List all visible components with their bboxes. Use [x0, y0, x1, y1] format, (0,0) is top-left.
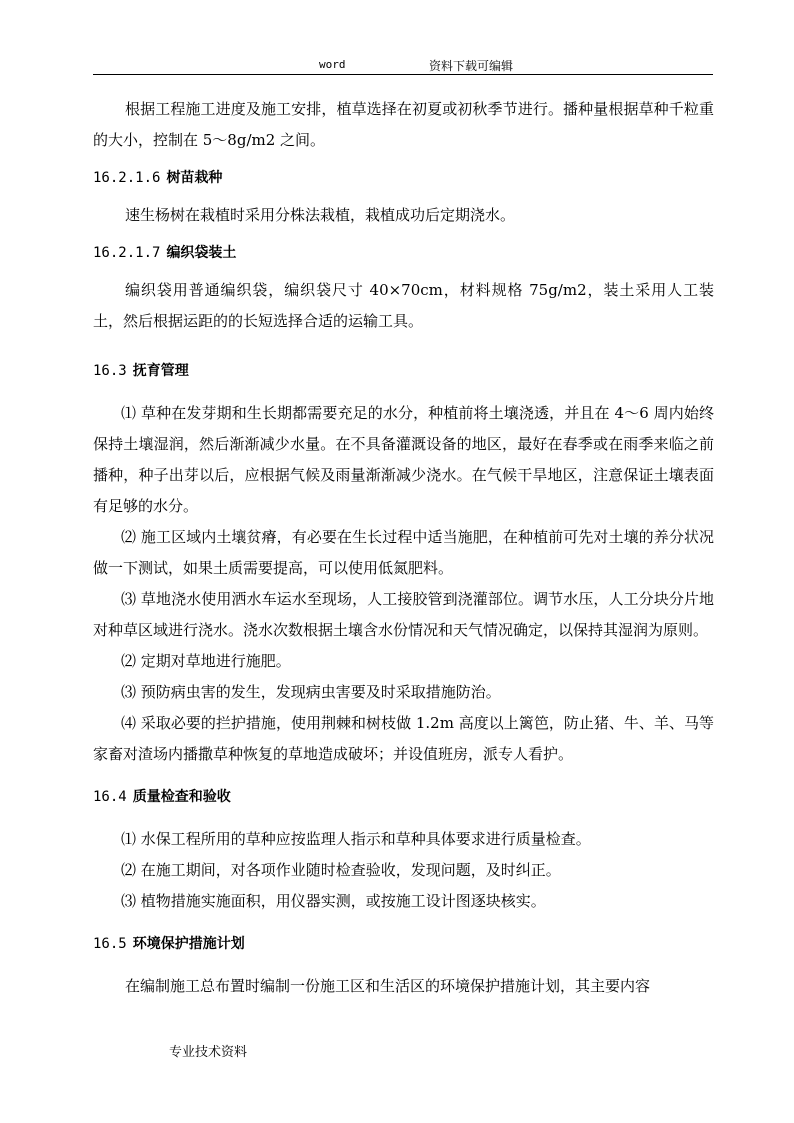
paragraph: 速生杨树在栽植时采用分株法栽植，栽植成功后定期浇水。	[125, 206, 516, 224]
section-title: 抚育管理	[132, 363, 189, 379]
paragraph: 在编制施工总布置时编制一份施工区和生活区的环境保护措施计划，其主要内容	[125, 977, 651, 995]
section-heading	[93, 782, 714, 812]
list-item: ⑶ 预防病虫害的发生，发现病虫害要及时采取措施防治。	[121, 683, 501, 701]
section-title: 环境保护措施计划	[132, 936, 245, 952]
list-item: ⑶ 植物措施实施面积，用仪器实测，或按施工设计图逐块核实。	[121, 892, 546, 910]
list-item: ⑵ 在施工期间，对各项作业随时检查验收，发现问题，及时纠正。	[121, 861, 561, 879]
section-heading	[93, 929, 714, 959]
page-footer: 专业技术资料	[169, 1045, 248, 1060]
paragraph: 编织袋用普通编织袋，编织袋尺寸 40×70cm，材料规格 75g/m2，装土采用人工装土，然后根据运距的的长短选择合适的运输工具。	[93, 281, 714, 330]
section-number: 16.2.1.6	[93, 170, 161, 186]
section-number: 16.2.1.7	[93, 245, 161, 261]
section-number: 16.3	[93, 363, 127, 379]
section-heading	[93, 238, 714, 268]
paragraph: 根据工程施工进度及施工安排，植草选择在初夏或初秋季节进行。播种量根据草种千粒重的大小，控制在 5～8g/m2 之间。	[93, 100, 714, 149]
header-word: word	[319, 58, 346, 71]
header-note: 资料下载可编辑	[429, 59, 514, 73]
document-body	[93, 94, 714, 1002]
section-heading	[93, 163, 714, 193]
section-title: 树苗栽种	[166, 170, 223, 186]
section-number: 16.4	[93, 789, 127, 805]
section-title: 质量检查和验收	[132, 789, 231, 805]
section-number: 16.5	[93, 936, 127, 952]
list-item: ⑴ 草种在发芽期和生长期都需要充足的水分，种植前将土壤浇透，并且在 4～6 周内始终保持土壤湿润，然后渐渐减少水量。在不具备灌溉设备的地区，最好在春季或在雨季来临之前播种，种子出芽以后，应根据气候及雨量渐渐减少浇水。在气候干旱地区，注意保证土壤表面有足够的水分。	[93, 404, 714, 515]
list-item: ⑵ 定期对草地进行施肥。	[121, 652, 291, 670]
list-item: ⑶ 草地浇水使用洒水车运水至现场，人工接胶管到浇灌部位。调节水压，人工分块分片地对种草区域进行浇水。浇水次数根据土壤含水份情况和天气情况确定，以保持其湿润为原则。	[93, 590, 714, 639]
list-item: ⑵ 施工区域内土壤贫瘠，有必要在生长过程中适当施肥，在种植前可先对土壤的养分状况做一下测试，如果土质需要提高，可以使用低氮肥料。	[93, 528, 714, 577]
section-heading	[93, 356, 714, 386]
section-title: 编织袋装土	[166, 245, 237, 261]
list-item: ⑴ 水保工程所用的草种应按监理人指示和草种具体要求进行质量检查。	[121, 830, 591, 848]
list-item: ⑷ 采取必要的拦护措施，使用荆棘和树枝做 1.2m 高度以上篱笆，防止猪、牛、羊、马等家畜对渣场内播撒草种恢复的草地造成破坏；并设值班房，派专人看护。	[93, 714, 714, 763]
page-header	[93, 56, 713, 75]
